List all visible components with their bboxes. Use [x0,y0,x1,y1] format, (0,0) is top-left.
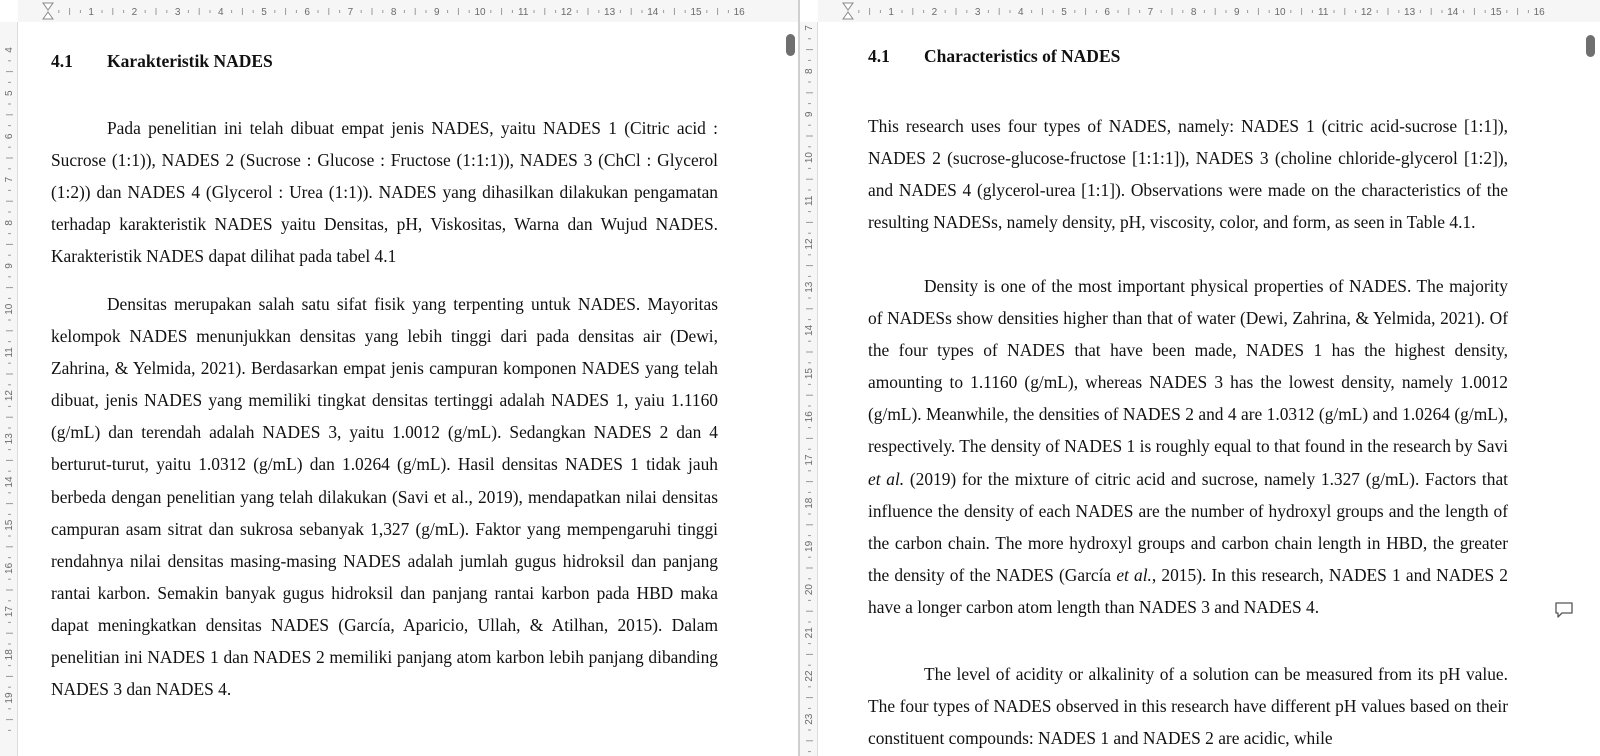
ruler-number: 15 [4,519,15,531]
ruler-scale [818,0,1600,22]
ruler-number: 7 [1147,7,1154,18]
ruler-number: 4 [218,7,224,18]
section-heading [51,49,273,73]
ruler-number: 15 [1490,7,1502,18]
ruler-number: 6 [304,7,310,18]
ruler-number: 11 [4,347,15,358]
ruler-number: 8 [1190,7,1197,18]
ruler-number: 10 [4,303,15,315]
ruler-number: 3 [974,7,981,18]
ruler-number: 10 [474,7,486,18]
ruler-number: 14 [4,476,15,488]
ruler-number: 13 [4,433,15,445]
vertical-ruler[interactable] [800,22,818,756]
section-heading [868,44,1120,68]
ruler-number: 11 [518,7,529,18]
ruler-number: 4 [1018,7,1024,18]
ruler-number: 8 [4,220,15,226]
ruler-number: 19 [4,692,15,704]
horizontal-ruler[interactable] [818,0,1600,22]
paragraph: Densitas merupakan salah satu sifat fisik yang terpenting untuk NADES. Mayoritas kelompok NADES menunjukkan densitas yang lebih tinggi dari pada densitas air (Dewi, Zahrina, & Yelmida, 2021). Berdasarkan empat jenis campuran komponen NADES yang telah dibuat, jenis NADES yang memiliki tingkat densitas tertinggi adalah NADES 1, yaiu 1.1160 (g/mL) dan terendah adalah NADES 3, yaitu 1.0012 (g/mL). Sedangkan NADES 2 dan 4 berturut-turut, yaitu 1.0312 (g/mL) dan 1.0264 (g/mL). Hasil densitas NADES 1 tidak jauh berbeda dengan penelitian yang telah dilakukan (Savi et al., 2019), mendapatkan nilai densitas campuran asam sitrat dan sukrosa sebanyak 1,327 (g/mL). Faktor yang mempengaruhi tinggi rendahnya nilai densitas masing-masing NADES adalah jumlah gugus hidroksil dan panjang rantai karbon. Semakin banyak gugus hidroksil dan panjang rantai karbon pada HBD maka dapat meningkatkan densitas NADES (García, Aparicio, Ullah, & Atilhan, 2015). Dalam penelitian ini NADES 1 dan NADES 2 memiliki panjang atom karbon lebih panjang dibanding NADES 3 dan NADES 4. [51,294,718,700]
ruler-number: 7 [347,7,354,18]
ruler-number: 7 [804,25,815,31]
ruler-number: 13 [604,7,616,18]
ruler-number: 7 [4,176,15,183]
ruler-number: 9 [4,263,15,269]
paragraph [868,270,1508,623]
section-title: Karakteristik NADES [107,51,273,71]
section-number: 4.1 [868,46,890,66]
ruler-scale [18,0,798,22]
ruler-number: 14 [804,324,815,336]
left-document-pane[interactable] [0,0,798,756]
horizontal-ruler[interactable] [18,0,798,22]
ruler-number: 16 [1533,7,1545,18]
ruler-number: 11 [1318,7,1329,18]
vertical-ruler-scale [800,22,818,756]
ruler-number: 13 [1404,7,1416,18]
ruler-number: 12 [560,7,572,18]
ruler-number: 22 [804,670,815,682]
ruler-number: 1 [88,7,94,18]
text-run: (2019) for the mixture of citric acid and sucrose, namely 1.327 (g/mL). Factors that influence the density of each NADES are the number of hydroxyl groups and the length of the carbon chain. The more hydroxyl groups and carbon chain length in HBD, the greater the density of the NADES (García [868,468,1508,585]
vertical-ruler[interactable] [0,22,18,756]
ruler-number: 6 [1104,7,1110,18]
ruler-number: 20 [804,584,815,596]
ruler-number: 2 [931,7,938,18]
ruler-number: 9 [804,111,815,118]
ruler-number: 6 [4,133,15,140]
scrollbar-thumb[interactable] [1586,35,1595,57]
ruler-number: 18 [804,497,815,509]
ruler-number: 9 [1234,7,1240,18]
ruler-number: 14 [647,7,659,18]
section-title: Characteristics of NADES [924,46,1121,66]
ruler-number: 4 [4,47,15,53]
comment-icon[interactable] [1554,601,1574,619]
ruler-number: 21 [804,627,815,639]
ruler-number: 16 [804,411,815,423]
ruler-number: 8 [804,68,815,74]
italic-run: et al. [1116,564,1152,585]
italic-run: et al. [868,468,905,489]
ruler-number: 17 [4,606,15,618]
ruler-number: 11 [804,195,815,206]
section-number: 4.1 [51,51,73,71]
ruler-number: 5 [4,90,15,96]
ruler-number: 13 [804,281,815,293]
ruler-number: 15 [804,368,815,380]
ruler-number: 14 [1447,7,1459,18]
ruler-number: 12 [1360,7,1372,18]
ruler-number: 12 [804,238,815,250]
ruler-number: 2 [131,7,138,18]
vertical-ruler-scale [0,22,18,756]
ruler-number: 12 [4,390,15,402]
ruler-number: 10 [1274,7,1286,18]
text-run: Density is one of the most important physical properties of NADES. The majority of NADESs show densities higher than that of water (Dewi, Zahrina, & Yelmida, 2021). Of the four types of NADES that have been made, NADES 1 has the highest density, amounting to 1.1160 (g/mL), whereas NADES 3 has the lowest density, namely 1.0012 (g/mL). Meanwhile, the densities of NADES 2 and 4 are 1.0312 (g/mL) and 1.0264 (g/mL), respectively. The density of NADES 1 is roughly equal to that found in the research by Savi [868,276,1508,457]
ruler-number: 1 [888,7,894,18]
paragraph: The level of acidity or alkalinity of a solution can be measured from its pH value. The four types of NADES observed in this research have different pH values based on their constituent compounds: NADES 1 and NADES 2 are acidic, while [868,664,1508,749]
paragraph: Pada penelitian ini telah dibuat empat jenis NADES, yaitu NADES 1 (Citric acid : Sucrose (1:1)), NADES 2 (Sucrose : Glucose : Fructose (1:1:1)), NADES 3 (ChCl : Glycerol (1:2)) dan NADES 4 (Glycerol : Urea (1:1)). NADES yang dihasilkan dilakukan pengamatan terhadap karakteristik NADES yaitu Densitas, pH, Viskositas, Warna dan Wujud NADES. Karakteristik NADES dapat dilihat pada tabel 4.1 [51,118,718,267]
ruler-number: 8 [390,7,397,18]
ruler-number: 18 [4,649,15,661]
ruler-number: 5 [1061,7,1067,18]
scrollbar-thumb[interactable] [786,34,795,56]
ruler-number: 16 [4,562,15,574]
ruler-number: 17 [804,454,815,466]
ruler-number: 3 [174,7,181,18]
ruler-number: 15 [690,7,702,18]
ruler-number: 19 [804,540,815,552]
ruler-number: 16 [733,7,745,18]
ruler-number: 10 [804,152,815,164]
paragraph: This research uses four types of NADES, namely: NADES 1 (citric acid-sucrose [1:1]), NADES 2 (sucrose-glucose-fructose [1:1:1]), NADES 3 (choline chloride-glycerol [1:2]), and NADES 4 (glycerol-urea [1:1]). Observations were made on the characteristics of the resulting NADESs, namely density, pH, viscosity, color, and form, as seen in Table 4.1. [868,116,1508,233]
ruler-number: 23 [804,713,815,725]
ruler-number: 9 [434,7,440,18]
text-run: , 2015). In this research, NADES 1 and NADES 2 have a longer carbon atom length than NADES 3 and NADES 4. [868,564,1508,617]
ruler-number: 5 [261,7,267,18]
right-document-pane[interactable] [800,0,1600,756]
